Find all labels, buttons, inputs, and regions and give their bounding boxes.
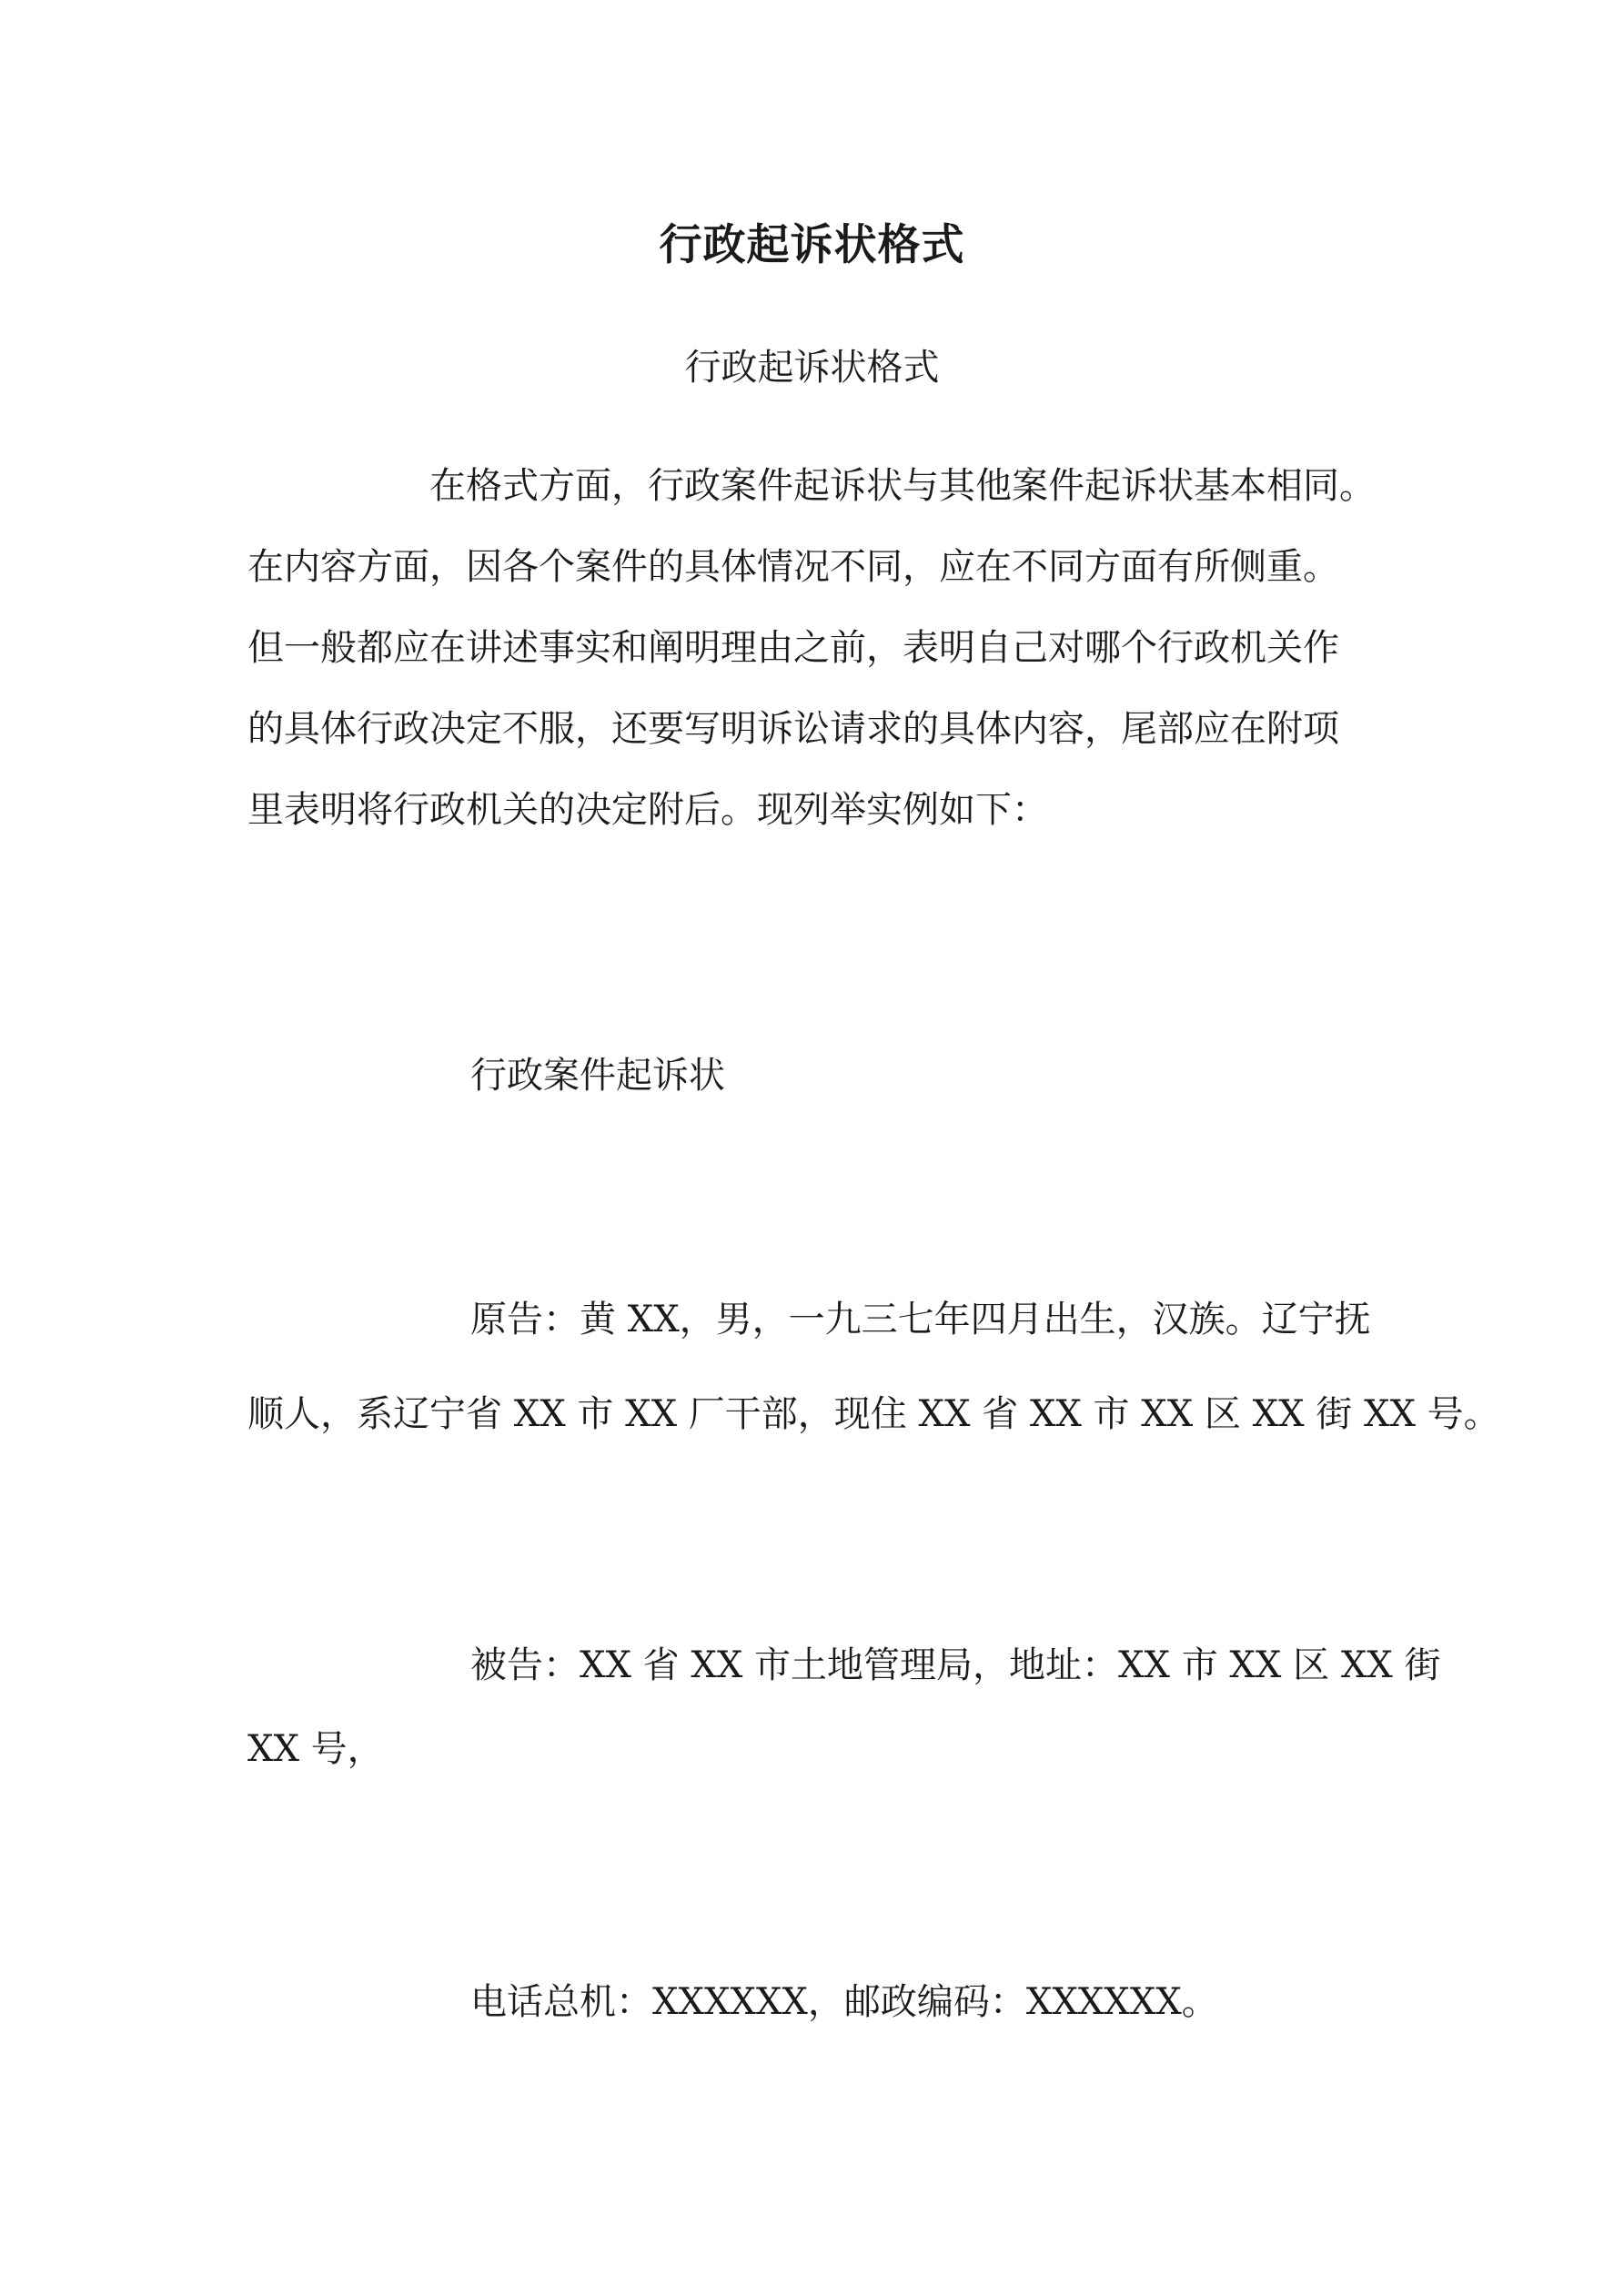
plaintiff-line: 顺人，系辽宁省 XX 市 XX 厂干部，现住 XX 省 XX 市 XX 区 XX 街 XX 号。 <box>247 1393 1500 1435</box>
intro-line: 在格式方面，行政案件起诉状与其他案件起诉状基本相同。 <box>429 465 1376 507</box>
intro-line: 但一般都应在讲述事实和阐明理由之前，表明自己对哪个行政机关作 <box>247 627 1339 669</box>
intro-line: 里表明将行政机关的决定附后。现列举实例如下： <box>247 789 1048 831</box>
contact-line: 电话总机：XXXXXX，邮政编码：XXXXXX。 <box>470 1981 1218 2023</box>
defendant-line: XX 号， <box>247 1728 384 1770</box>
document-subtitle: 行政起诉状格式 <box>684 347 940 389</box>
document-title: 行政起诉状格式 <box>659 220 965 270</box>
intro-line: 在内容方面，因各个案件的具体情况不同，应在不同方面有所侧重。 <box>247 546 1339 588</box>
defendant-line: 被告：XX 省 XX 市土地管理局，地址：XX 市 XX 区 XX 街 <box>470 1644 1441 1686</box>
plaintiff-line: 原告：黄 XX，男，一九三七年四月出生，汉族。辽宁抚 <box>470 1299 1371 1340</box>
intro-line: 的具体行政决定不服，还要写明诉讼请求的具体内容，尾部应在附项 <box>247 708 1339 750</box>
case-heading: 行政案件起诉状 <box>470 1055 725 1097</box>
